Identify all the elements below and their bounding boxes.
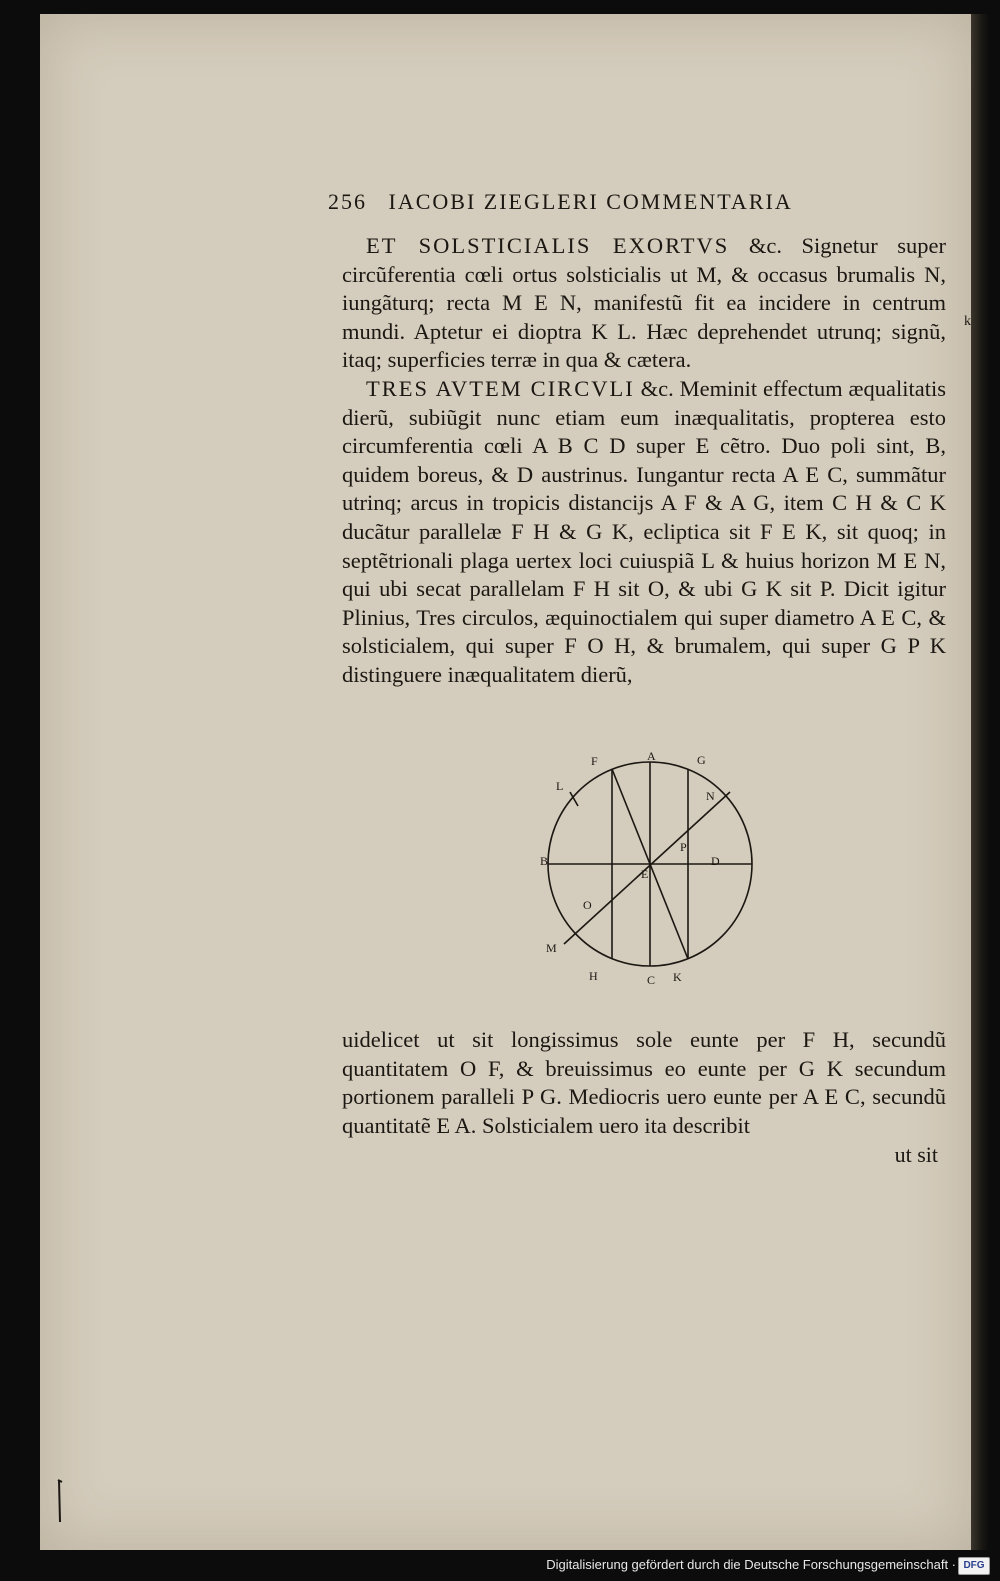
footer-bar	[0, 1553, 1000, 1581]
label-m: M	[546, 941, 557, 955]
label-n: N	[706, 789, 715, 803]
label-f: F	[591, 754, 598, 768]
label-a: A	[647, 752, 656, 763]
label-p: P	[680, 840, 687, 854]
paragraph-body: &c. Signetur super circũferentia cœli ortus solsticialis ut M, & occasus brumalis N, iungãturq; recta M E N, manifestũ fit ea incidere in centrum mundi. Aptetur ei dioptra K L. Hæc deprehendet utrunq; signũ, itaq; superficies terræ in qua & cætera.	[342, 233, 946, 373]
commentary-text-continued	[342, 1026, 946, 1140]
paragraph	[342, 232, 946, 375]
label-h: H	[589, 969, 598, 983]
paragraph-body: &c. Meminit effectum æqualitatis dierũ, subiũgit nunc etiam eum inæqualitatis, propterea esto circumferentia cœli A B C D super E cẽtro. Duo poli sint, B, quidem boreus, & D austrinus. Iungantur recta A E C, summãtur utrinq; arcus in tropicis distancijs A F & A G, item C H & C K ducãtur parallelæ F H & G K, ecliptica sit F E K, sit quoq; in septẽtrionali plaga uertex loci cuiuspiã L & huius horizon M E N, qui ubi secat parallelam F H sit O, & ubi G K sit P. Dicit igitur Plinius, Tres circulos, æquinoctialem qui super diametro A E C, & solsticialem, qui super F O H, & brumalem, qui super G P K distinguere inæqualitatem dierũ,	[342, 375, 946, 687]
label-d: D	[711, 854, 720, 868]
page-number: 256	[328, 189, 367, 214]
dfg-logo-icon: DFG	[958, 1557, 990, 1575]
funding-credit: Digitalisierung gefördert durch die Deutsche Forschungsgemeinschaft ·	[546, 1557, 956, 1572]
label-b: B	[540, 854, 549, 868]
lemma: ET SOLSTICIALIS EXORTVS	[366, 233, 730, 258]
label-l: L	[556, 779, 564, 793]
label-o: O	[583, 898, 592, 912]
catchword: ut sit	[894, 1142, 938, 1167]
running-title: IACOBI ZIEGLERI COMMENTARIA	[388, 189, 793, 214]
paragraph	[342, 1026, 946, 1140]
commentary-text	[342, 232, 946, 690]
running-head	[328, 189, 928, 219]
margin-mark: k	[964, 314, 971, 329]
lemma: TRES AVTEM CIRCVLI	[366, 375, 635, 401]
label-c: C	[647, 973, 656, 987]
label-e: E	[641, 867, 649, 881]
paragraph-body: uidelicet ut sit longissimus sole eunte per F H, secundũ quantitatem O F, & breuissimus eo eunte per G K secundum portionem paralleli P G. Mediocris uero eunte per A E C, secundũ quantitatẽ E A. Solsticialem uero ita describit	[342, 1027, 946, 1138]
label-g: G	[697, 753, 706, 767]
paragraph	[342, 375, 946, 690]
label-k: K	[673, 970, 682, 984]
book-gutter	[971, 14, 989, 1550]
binding-stub-mark	[56, 1478, 64, 1524]
astronomical-circle-diagram	[530, 752, 770, 992]
